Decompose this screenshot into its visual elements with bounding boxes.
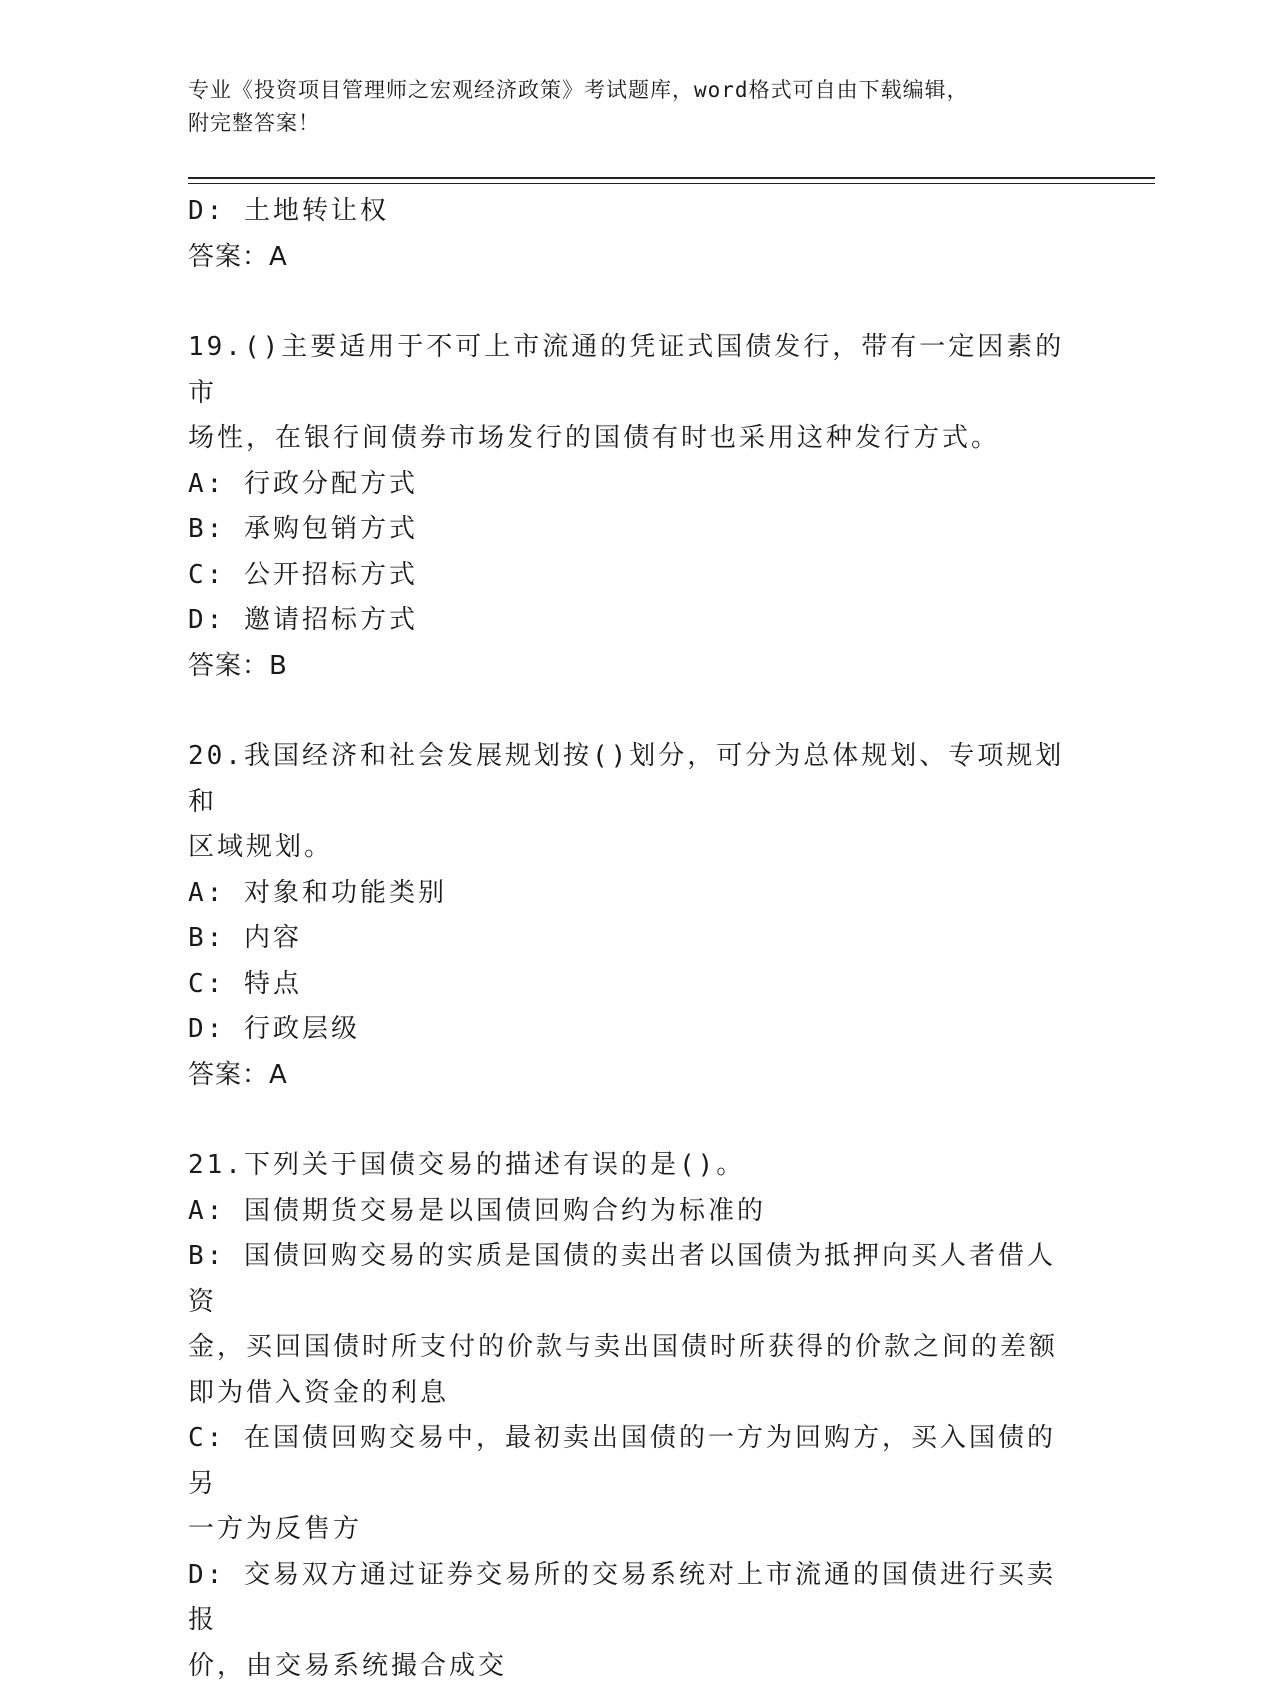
question-stem: 20.我国经济和社会发展规划按()划分，可分为总体规划、专项规划和 (188, 734, 1078, 825)
answer-line: 答案：A (188, 235, 1078, 281)
option-b: B: 内容 (188, 916, 1078, 962)
header-divider (188, 177, 1155, 179)
question-stem: 21.下列关于国债交易的描述有误的是()。 (188, 1143, 1078, 1189)
question-19 (188, 325, 1078, 689)
answer-line: 答案：A (188, 1053, 1078, 1099)
option-d: D: 交易双方通过证券交易所的交易系统对上市流通的国债进行买卖报 (188, 1553, 1078, 1644)
option-c: C: 在国债回购交易中，最初卖出国债的一方为回购方，买入国债的另 (188, 1416, 1078, 1507)
header-line: 专业《投资项目管理师之宏观经济政策》考试题库，word格式可自由下载编辑， (188, 74, 1068, 107)
option-a: A: 国债期货交易是以国债回购合约为标准的 (188, 1189, 1078, 1235)
option-b: B: 承购包销方式 (188, 507, 1078, 553)
page-header (188, 74, 1068, 140)
header-line: 附完整答案！ (188, 107, 1068, 140)
option-d-continued: 价，由交易系统撮合成交 (188, 1644, 1078, 1689)
option-a: A: 行政分配方式 (188, 462, 1078, 508)
spacer (188, 280, 1078, 325)
option-b-continued: 金，买回国债时所支付的价款与卖出国债时所获得的价款之间的差额 (188, 1325, 1078, 1371)
option-d: D: 土地转让权 (188, 189, 1078, 235)
question-fragment (188, 189, 1078, 280)
spacer (188, 689, 1078, 734)
question-stem: 区域规划。 (188, 825, 1078, 871)
spacer (188, 1098, 1078, 1143)
question-21 (188, 1143, 1078, 1689)
option-c-continued: 一方为反售方 (188, 1507, 1078, 1553)
question-list (188, 189, 1078, 1689)
option-d: D: 邀请招标方式 (188, 598, 1078, 644)
question-stem: 场性，在银行间债券市场发行的国债有时也采用这种发行方式。 (188, 416, 1078, 462)
option-d: D: 行政层级 (188, 1007, 1078, 1053)
option-c: C: 公开招标方式 (188, 553, 1078, 599)
answer-line: 答案：B (188, 644, 1078, 690)
question-20 (188, 734, 1078, 1098)
option-a: A: 对象和功能类别 (188, 871, 1078, 917)
question-stem: 19.()主要适用于不可上市流通的凭证式国债发行，带有一定因素的市 (188, 325, 1078, 416)
option-b: B: 国债回购交易的实质是国债的卖出者以国债为抵押向买人者借人资 (188, 1234, 1078, 1325)
option-b-continued: 即为借入资金的利息 (188, 1371, 1078, 1417)
header-divider-thin (188, 183, 1155, 184)
option-c: C: 特点 (188, 962, 1078, 1008)
